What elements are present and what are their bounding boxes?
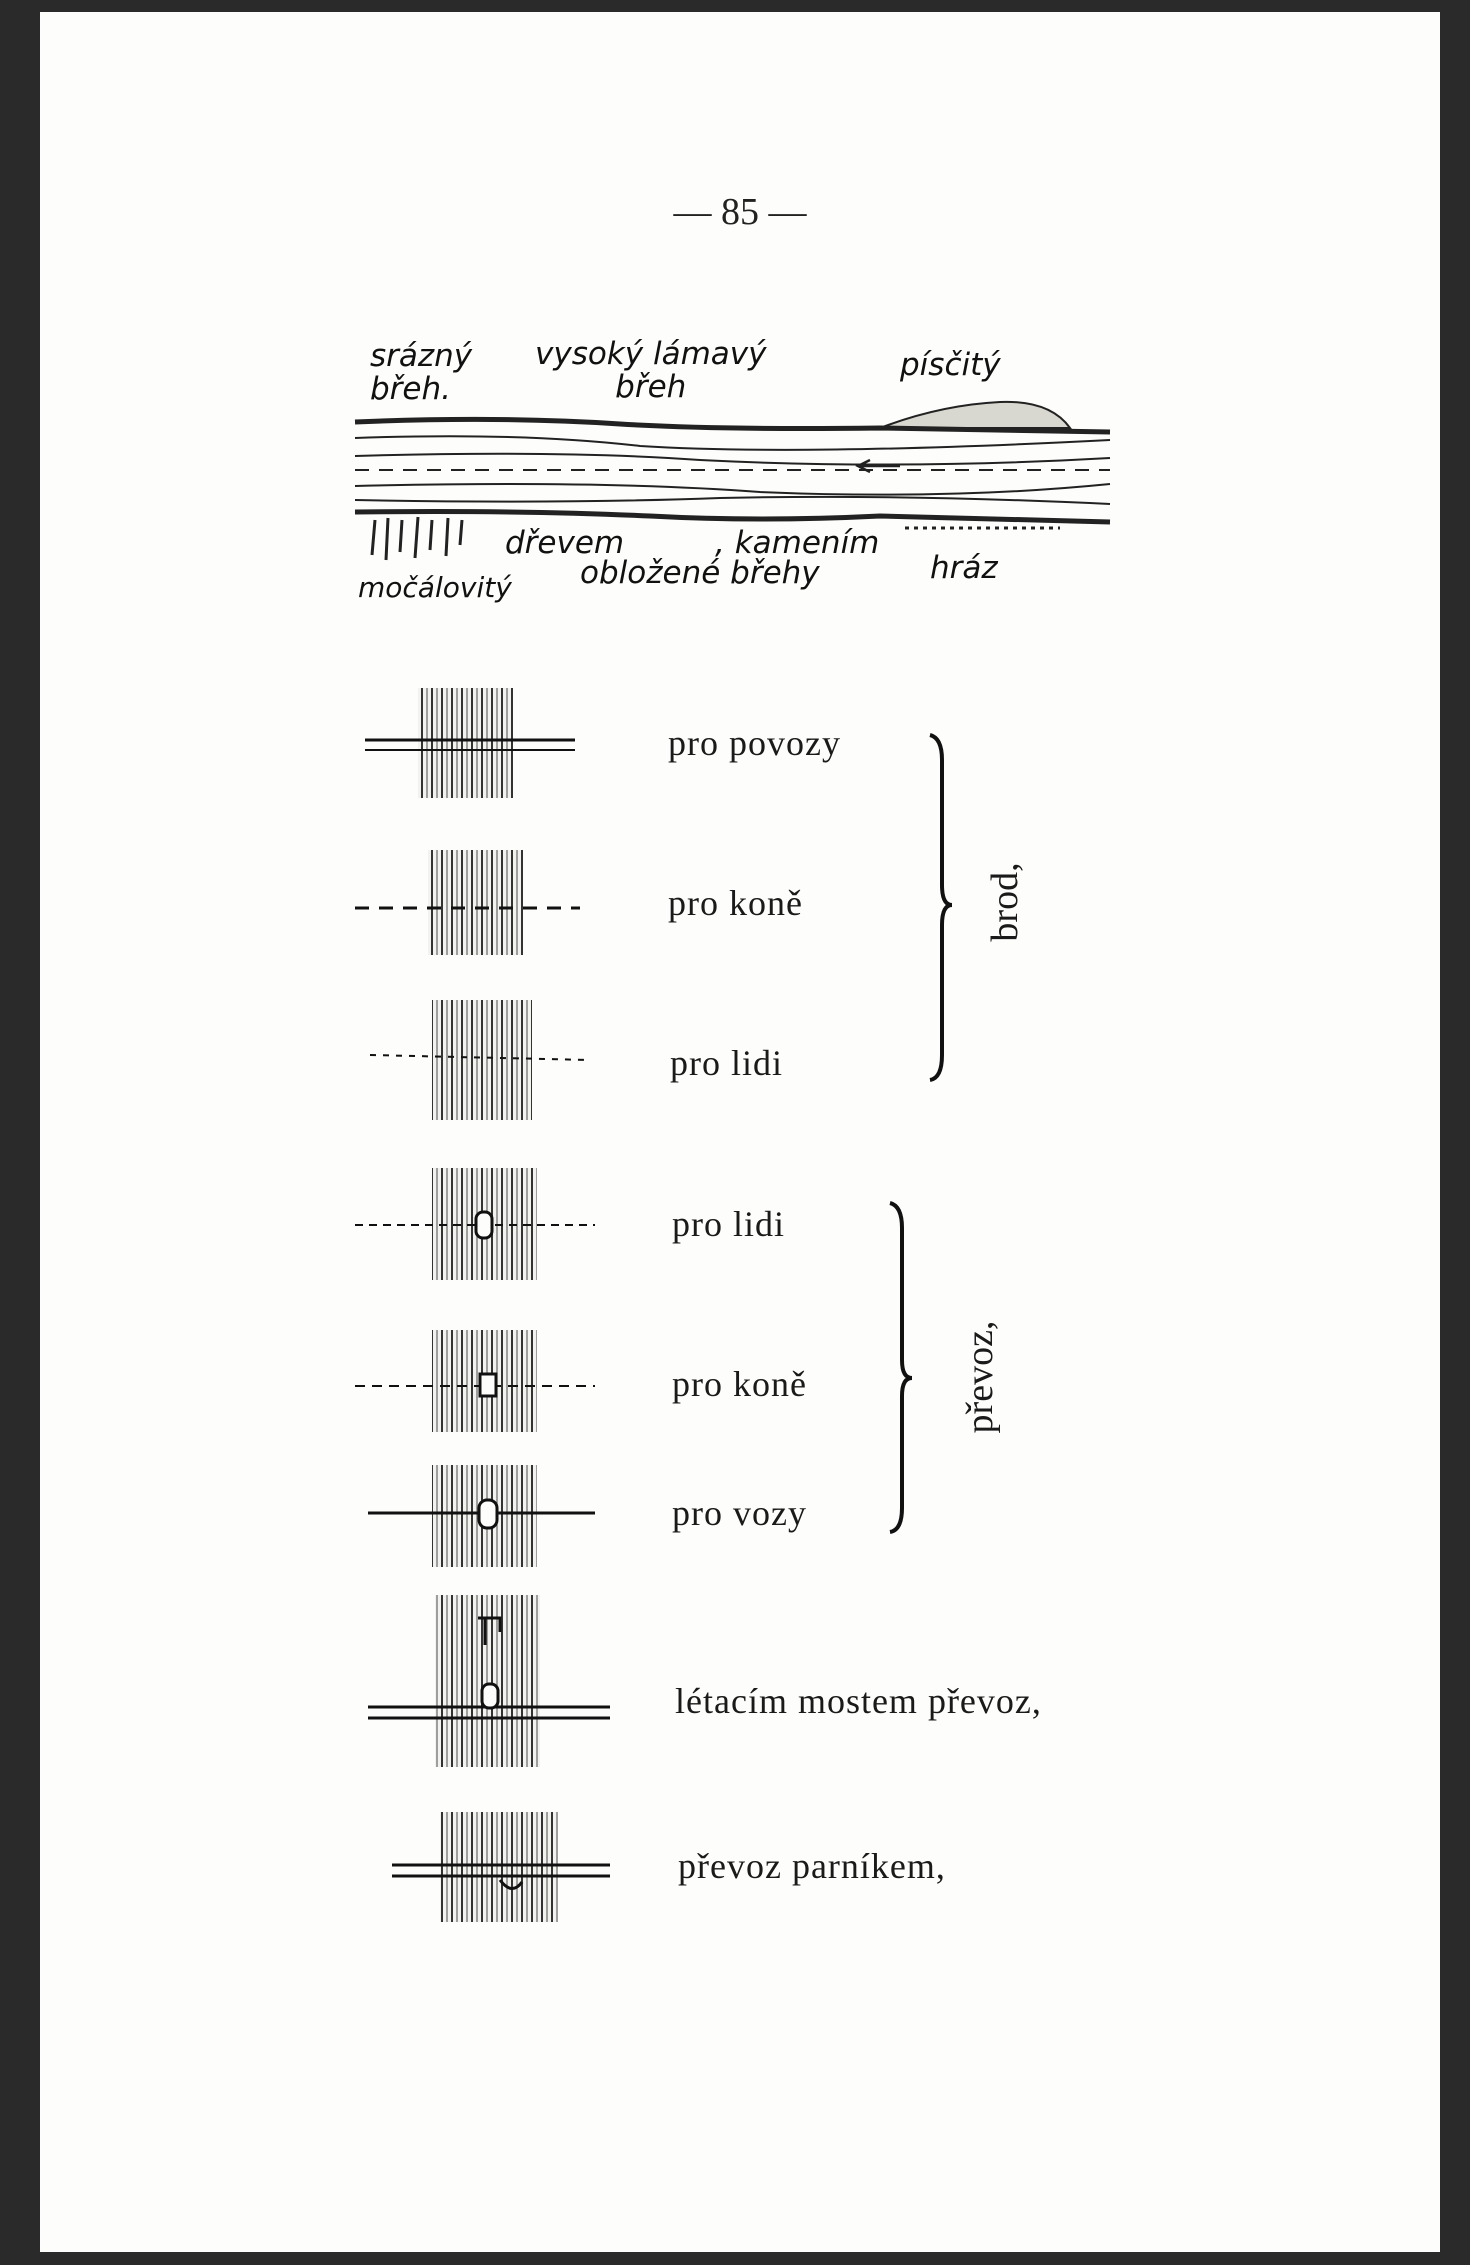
symbol-flying-bridge (368, 1595, 610, 1767)
label-sandy: písčitý (900, 347, 1001, 383)
label-wood: dřevem (505, 525, 625, 561)
label-crossing-4: pro lidi (672, 1204, 785, 1244)
label-crossing-3: pro lidi (670, 1043, 783, 1083)
group-label-brod: brod, (984, 862, 1026, 942)
group-label-prevoz: převoz, (959, 1320, 1001, 1434)
page-number: — 85 — (673, 191, 807, 233)
symbol-ferry-horses (355, 1330, 595, 1432)
label-steep-bank: srázný břeh. (370, 338, 473, 407)
label-crossing-1: pro povozy (668, 723, 841, 763)
symbol-steamer (392, 1812, 610, 1922)
label-crossing-8: převoz parníkem, (678, 1846, 946, 1886)
label-swampy: močálovitý (358, 571, 512, 604)
symbol-ford-carts (365, 688, 575, 798)
label-crossing-6: pro vozy (672, 1493, 807, 1533)
label-lined-banks: obložené břehy (580, 555, 820, 591)
brace-prevoz (890, 1203, 912, 1532)
symbol-ferry-people (355, 1168, 595, 1280)
label-high-bank: vysoký lámavý břeh (535, 336, 767, 405)
brace-brod (930, 735, 952, 1080)
label-crossing-7: létacím mostem převoz, (675, 1681, 1042, 1721)
symbol-ford-people (370, 1000, 590, 1120)
symbol-ferry-carts (368, 1465, 595, 1567)
label-crossing-2: pro koně (668, 883, 803, 923)
label-stone: , kamením (715, 525, 880, 561)
label-dam: hráz (930, 550, 998, 586)
label-crossing-5: pro koně (672, 1364, 807, 1404)
symbol-ford-horses (355, 850, 580, 955)
